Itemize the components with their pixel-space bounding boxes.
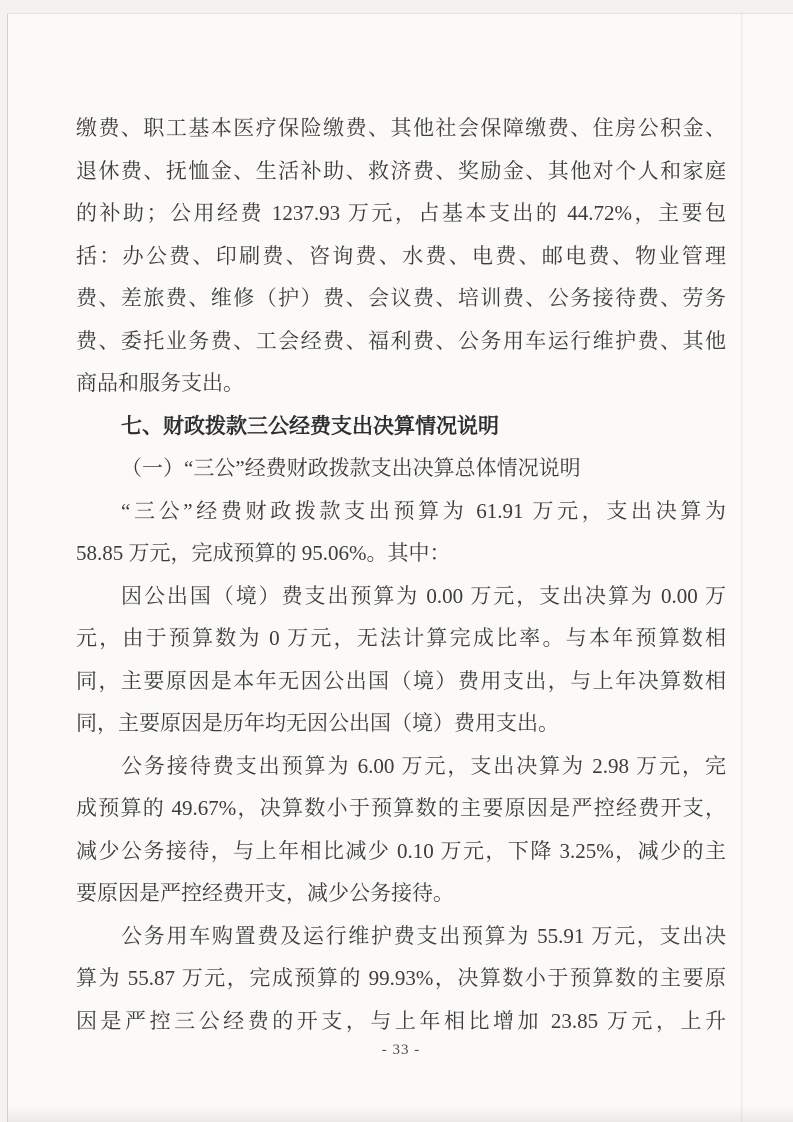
page-body <box>76 107 726 1042</box>
paper-crease <box>741 14 743 1122</box>
para-abroad-expenses-line-4: 同，主要原因是历年均无因公出国（境）费用支出。 <box>76 711 559 735</box>
para-reception-expenses-line-3: 减少公务接待，与上年相比减少 0.10 万元，下降 3.25%，减少的主 <box>76 838 726 863</box>
para-basic-expenditure-continued-line-6: 费、委托业务费、工会经费、福利费、公务用车运行维护费、其他 <box>76 328 726 353</box>
page-number: - 33 - <box>381 1042 421 1058</box>
para-subheading-one-line-1: （一）“三公”经费财政拨款支出决算总体情况说明 <box>121 456 581 480</box>
para-basic-expenditure-continued-line-3: 的补助；公用经费 1237.93 万元，占基本支出的 44.72%，主要包 <box>76 201 726 225</box>
para-abroad-expenses-line-1: 因公出国（境）费支出预算为 0.00 万元，支出决算为 0.00 万 <box>121 583 726 608</box>
para-vehicle-expenses <box>76 915 726 1043</box>
para-vehicle-expenses-line-1: 公务用车购置费及运行维护费支出预算为 55.91 万元，支出决 <box>121 923 726 948</box>
para-vehicle-expenses-line-3: 因是严控三公经费的开支，与上年相比增加 23.85 万元，上升 <box>76 1008 726 1033</box>
para-abroad-expenses-line-2: 元，由于预算数为 0 万元，无法计算完成比率。与本年预算数相 <box>76 626 726 650</box>
para-vehicle-expenses-line-2: 算为 55.87 万元，完成预算的 99.93%，决算数小于预算数的主要原 <box>76 966 726 990</box>
heading-section-seven-line-1: 七、财政拨款三公经费支出决算情况说明 <box>121 413 499 438</box>
para-reception-expenses-line-2: 成预算的 49.67%，决算数小于预算数的主要原因是严控经费开支， <box>76 796 726 820</box>
para-reception-expenses-line-1: 公务接待费支出预算为 6.00 万元，支出决算为 2.98 万元，完 <box>121 753 726 778</box>
para-basic-expenditure-continued-line-2: 退休费、抚恤金、生活补助、救济费、奖励金、其他对个人和家庭 <box>76 158 726 183</box>
para-overall-situation <box>76 490 726 575</box>
page-bottom-shadow <box>8 1106 793 1122</box>
heading-section-seven <box>76 405 726 448</box>
para-overall-situation-line-1: “三公”经费财政拨款支出预算为 61.91 万元，支出决算为 <box>121 498 726 523</box>
para-basic-expenditure-continued-line-5: 费、差旅费、维修（护）费、会议费、培训费、公务接待费、劳务 <box>76 286 726 310</box>
para-reception-expenses-line-4: 要原因是严控经费开支，减少公务接待。 <box>76 881 454 905</box>
para-basic-expenditure-continued-line-4: 括：办公费、印刷费、咨询费、水费、电费、邮电费、物业管理 <box>76 243 726 268</box>
para-basic-expenditure-continued-line-7: 商品和服务支出。 <box>76 371 244 395</box>
para-basic-expenditure-continued-line-1: 缴费、职工基本医疗保险缴费、其他社会保障缴费、住房公积金、 <box>76 116 726 140</box>
para-abroad-expenses-line-3: 同，主要原因是本年无因公出国（境）费用支出，与上年决算数相 <box>76 668 726 693</box>
para-basic-expenditure-continued <box>76 107 726 405</box>
para-overall-situation-line-2: 58.85 万元，完成预算的 95.06%。其中： <box>76 541 451 565</box>
para-abroad-expenses <box>76 575 726 745</box>
para-subheading-one <box>76 447 726 490</box>
para-reception-expenses <box>76 745 726 915</box>
